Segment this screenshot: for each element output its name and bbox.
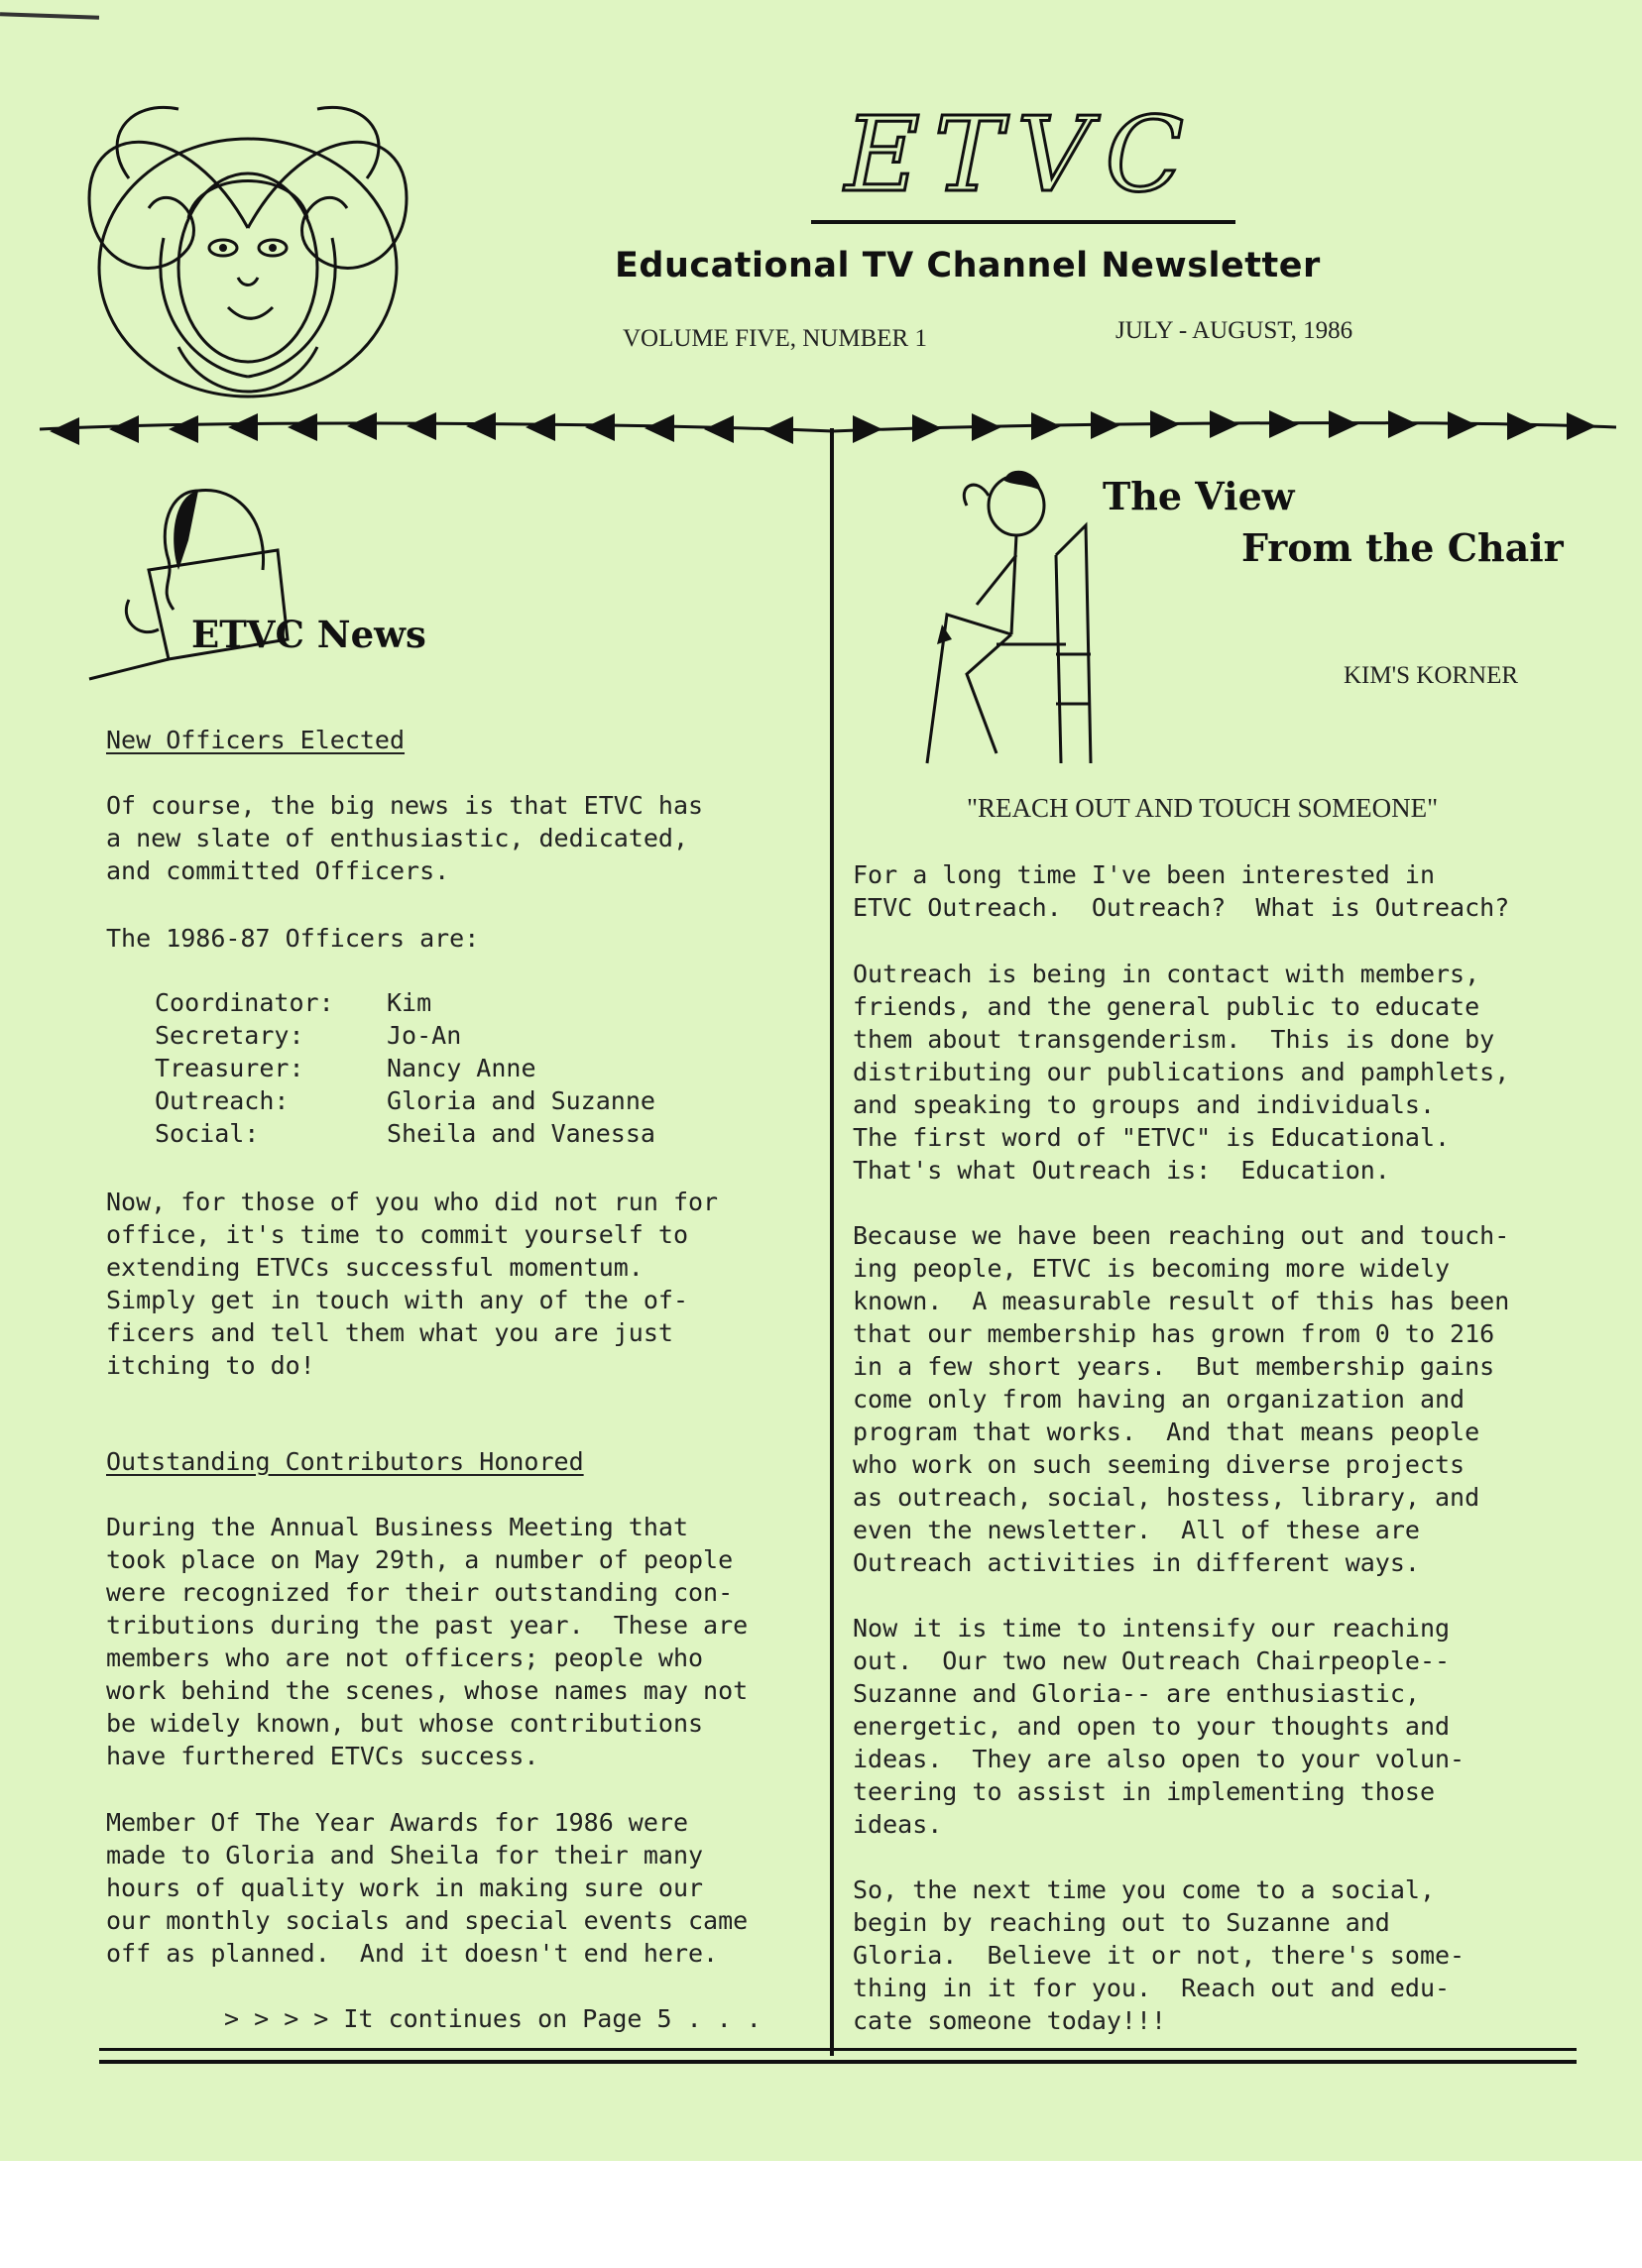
officer-role: Coordinator: (155, 988, 334, 1017)
bottom-rule (99, 2060, 1577, 2064)
paragraph-commit: Now, for those of you who did not run for office, it's time to commit yourself to extending ETVCs successful momentum. Simply get in touch with any of the of- ficers and tell them what you are just itching to do! (106, 1188, 719, 1380)
newsletter-subtitle: Educational TV Channel Newsletter (615, 246, 1321, 285)
heading-new-officers: New Officers Elected (106, 726, 406, 754)
etvc-logo (803, 99, 1239, 208)
heading-contributors: Outstanding Contributors Honored (106, 1447, 584, 1476)
logo-underline (811, 220, 1235, 224)
officer-name: Nancy Anne (387, 1054, 536, 1082)
byline-kims-korner: KIM'S KORNER (1344, 662, 1519, 689)
chair-woman-illustration (907, 466, 1106, 793)
decorative-divider (40, 401, 1616, 451)
article-headline: "REACH OUT AND TOUCH SOMEONE" (967, 793, 1439, 823)
page-margin-bottom (0, 2161, 1642, 2268)
officer-role: Social: (155, 1119, 260, 1148)
officer-name: Gloria and Suzanne (387, 1086, 655, 1115)
paragraph-reach-out: So, the next time you come to a social, begin by reaching out to Suzanne and Gloria. Believe it or not, there's some- thing in it for you. Reach out and edu- cate someone today!!! (853, 1875, 1466, 2035)
officer-name: Kim (387, 988, 432, 1017)
officer-role: Secretary: (155, 1021, 304, 1050)
paragraph-outreach-chairs: Now it is time to intensify our reaching out. Our two new Outreach Chairpeople-- Suzanne and Gloria-- are enthusiastic, energetic, and open to your thoughts and ideas. They are also open to your volun- teering to assist in implementing those ideas. (853, 1614, 1466, 1839)
volume-number: VOLUME FIVE, NUMBER 1 (623, 325, 927, 352)
paragraph-outreach-definition: Outreach is being in contact with members, friends, and the general public to educate them about transgenderism. This is done by distributing our publications and pamphlets, and speaking to groups and individuals. The first word of "ETVC" is Educational. That's what Outreach is: Education. (853, 960, 1510, 1185)
column-divider (830, 428, 834, 2056)
paragraph-outreach-interest: For a long time I've been interested in ETVC Outreach. Outreach? What is Outreach? (853, 860, 1510, 922)
svg-text:ETVC: ETVC (845, 99, 1198, 208)
officer-role: Treasurer: (155, 1054, 304, 1082)
continued-on-page-link: > > > > It continues on Page 5 . . . (224, 2004, 762, 2033)
masthead-illustration (69, 79, 426, 416)
bottom-rule (99, 2048, 1577, 2051)
issue-date: JULY - AUGUST, 1986 (1115, 317, 1353, 344)
officer-name: Jo-An (387, 1021, 462, 1050)
officers-list-intro: The 1986-87 Officers are: (106, 924, 480, 953)
section-title-etvc-news: ETVC News (191, 613, 426, 656)
officer-name: Sheila and Vanessa (387, 1119, 655, 1148)
paragraph-awards: Member Of The Year Awards for 1986 were made to Gloria and Sheila for their many hours of quality work in making sure our our monthly socials and special events came off as planned. And it doesn't end here. (106, 1808, 749, 1968)
paragraph-annual-meeting: During the Annual Business Meeting that took place on May 29th, a number of people were recognized for their outstanding con- tributions during the past year. These are members who are not officers; people who work behind the scenes, whose names may not be widely known, but whose contributions have furthered ETVCs success. (106, 1513, 749, 1770)
title-from-the-chair: From the Chair (1241, 525, 1564, 570)
news-reader-illustration (79, 471, 337, 689)
title-the-view: The View (1103, 474, 1295, 518)
paragraph-membership-growth: Because we have been reaching out and touch- ing people, ETVC is becoming more widely known. A measurable result of this has been that our membership has grown from 0 to 216 in a few short years. But membership gains come only from having an organization and program that works. And that means people who work on such seeming diverse projects as outreach, social, hostess, library, and even the newsletter. All of these are Outreach activities in different ways. (853, 1221, 1510, 1577)
paragraph-officers-intro: Of course, the big news is that ETVC has a new slate of enthusiastic, dedicated, and committed Officers. (106, 791, 704, 885)
officer-role: Outreach: (155, 1086, 290, 1115)
